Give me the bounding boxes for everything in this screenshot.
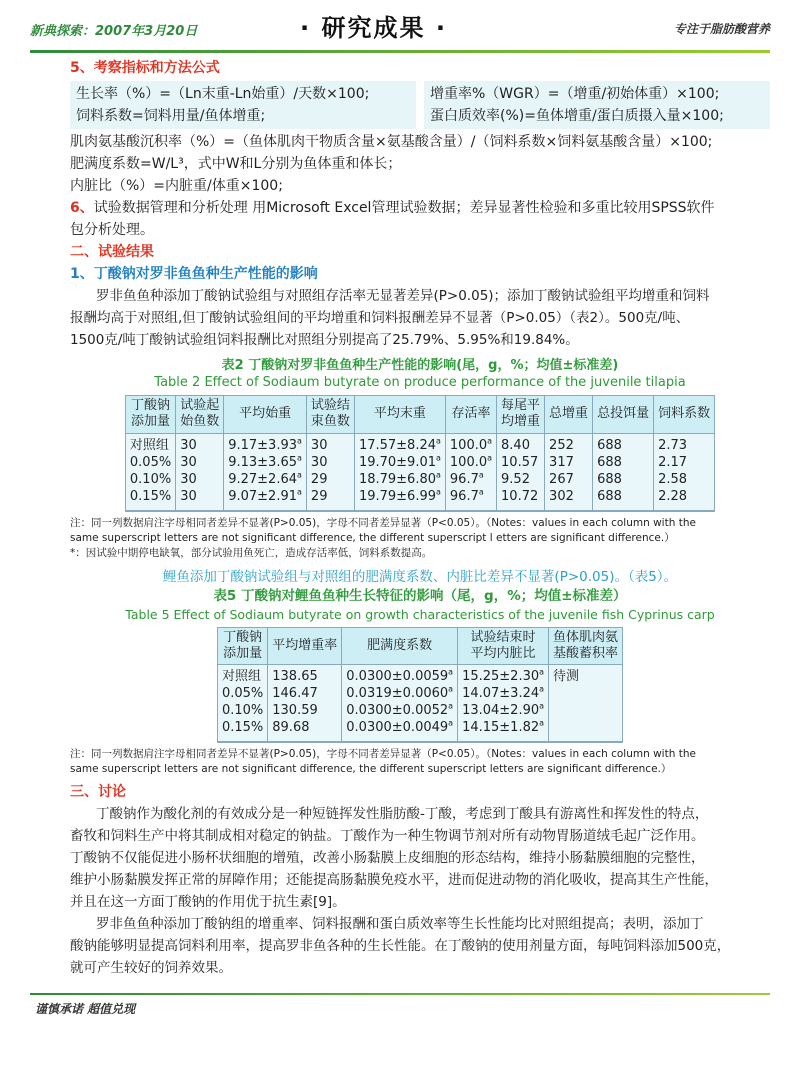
formula-feed-coefficient: 饲料系数=饲料用量/鱼体增重; — [76, 108, 266, 124]
table2-cell: 10.72 — [501, 488, 539, 504]
table2-cell: 317 — [549, 454, 574, 470]
table2-cell: 9.13±3.65$^a$ — [228, 453, 302, 470]
footer-slogan: 谨慎承诺 超值兑现 — [35, 1002, 136, 1016]
table5-column-cells — [342, 665, 458, 743]
table2-header: 平均始重 — [224, 396, 307, 434]
table2-column-cells — [445, 433, 496, 511]
table2-cell: 18.79±6.80$^a$ — [358, 470, 441, 487]
discussion-line: 丁酸钠作为酸化剂的有效成分是一种短链挥发性脂肪酸-丁酸，考虑到丁酸具有游离性和挥发性的特点， — [96, 806, 709, 822]
table2-cell: 0.15% — [129, 488, 172, 504]
results-heading: 二、试验结果 — [70, 244, 154, 260]
table2-header: 平均末重 — [354, 396, 445, 434]
table2-cell: 688 — [597, 454, 622, 470]
table5-header: 丁酸钠 添加量 — [217, 627, 267, 665]
table5-column-cells — [268, 665, 342, 743]
discussion-line: 酸钠能够明显提高饲料利用率，提高罗非鱼各种的生长性能。在丁酸钠的使用剂量方面，每吨饲料添加500克， — [70, 938, 731, 954]
table2-column-cells — [354, 433, 445, 511]
table2-cell: 2.17 — [658, 454, 688, 470]
table2-cell: 对照组 — [129, 437, 169, 453]
table2-note: same superscript letters are not significant difference, the different superscript l etters are significant difference.） — [70, 531, 675, 544]
table2-cell: 17.57±8.24$^a$ — [358, 436, 441, 453]
discussion-heading: 三、讨论 — [70, 784, 126, 800]
table2-column-cells — [224, 433, 307, 511]
header-slogan: 专注于脂肪酸营养 — [673, 22, 770, 36]
table5-cell — [553, 720, 618, 737]
table2-header: 丁酸钠 添加量 — [125, 396, 175, 434]
table5-cell: 130.59 — [272, 703, 318, 718]
table5-cell: 138.65 — [272, 669, 318, 684]
table2 — [125, 395, 715, 512]
section6-line — [70, 197, 770, 219]
table2-cell: 96.7$^a$ — [449, 470, 484, 487]
formula-protein-efficiency: 蛋白质效率(%)=鱼体增重/蛋白质摄入量×100; — [430, 108, 724, 124]
formula-boxes — [70, 81, 770, 129]
table2-header: 试验起 始鱼数 — [176, 396, 224, 434]
header-issue-date: 新典探索：2007年3月20日 — [30, 24, 198, 39]
table2-header: 饲料系数 — [654, 396, 715, 434]
table2-cell: 2.58 — [658, 471, 688, 487]
table2-cell: 30 — [180, 437, 197, 453]
table2-cell: 2.73 — [658, 437, 688, 453]
section6-number: 6、 — [70, 200, 94, 216]
table5-cell: 14.07±3.24$^a$ — [462, 684, 545, 701]
table2-cell: 688 — [597, 471, 622, 487]
table2-cell: 688 — [597, 488, 622, 504]
results-subheading: 1、丁酸钠对罗非鱼鱼种生产性能的影响 — [70, 266, 318, 282]
table5-note: same superscript letters are not significant difference, the different superscript letters are significant difference.） — [70, 763, 672, 775]
formula-growth-rate: 生长率（%）=（Ln末重-Ln始重）/天数×100; — [76, 86, 370, 102]
table2-cell: 30 — [310, 437, 328, 453]
table2-cell: 96.7$^a$ — [449, 487, 484, 504]
formula-wgr: 增重率%（WGR）=（增重/初始体重）×100; — [430, 86, 720, 102]
page-title: · 研究成果 · — [300, 14, 447, 42]
table2-cell: 9.17±3.93$^a$ — [228, 436, 302, 453]
table5-cell: 0.0319±0.0060$^a$ — [346, 684, 454, 701]
discussion-line: 就可产生较好的饲养效果。 — [70, 960, 232, 976]
page-header — [30, 0, 770, 50]
table2-cell: 30 — [180, 471, 197, 487]
table2-cell: 30 — [310, 454, 328, 470]
table5-cell: 对照组 — [221, 669, 261, 684]
results-paragraph-line: 罗非鱼鱼种添加丁酸钠试验组与对照组存活率无显著差异(P>0.05)；添加丁酸钠试验组平均增重和饲料 — [96, 288, 710, 304]
table2-cell: 8.40 — [501, 437, 530, 453]
table5-cell: 0.0300±0.0059$^a$ — [346, 667, 454, 684]
carp-summary: 鲤鱼添加丁酸钠试验组与对照组的肥满度系数、内脏比差异不显著(P>0.05)。（表5）。 — [162, 568, 678, 585]
table2-cell: 19.79±6.99$^a$ — [358, 487, 441, 504]
discussion-line: 畜牧和饲料生产中将其制成相对稳定的钠盐。丁酸作为一种生物调节剂对所有动物胃肠道绒毛起广泛作用。 — [70, 828, 705, 844]
table5-cell: 13.04±2.90$^a$ — [462, 701, 545, 718]
table2-title-en: Table 2 Effect of Sodiaum butyrate on produce performance of the juvenile tilapia — [154, 375, 686, 390]
table5-cell: 14.15±1.82$^a$ — [462, 718, 545, 735]
discussion-body — [70, 803, 770, 979]
table5-note: 注：同一列数据肩注字母相同者差异不显著(P>0.05)，字母不同者差异显著（P<0.05）。（Notes：values in each column with the — [70, 748, 696, 760]
table5-cell: 0.0300±0.0049$^a$ — [346, 718, 454, 735]
table2-cell: 19.70±9.01$^a$ — [358, 453, 441, 470]
results-paragraph-line: 1500克/吨丁酸钠试验组饲料报酬比对照组分别提高了25.79%、5.95%和19.84%。 — [70, 332, 579, 348]
table2-cell: 9.27±2.64$^a$ — [228, 470, 302, 487]
table2-header: 每尾平 均增重 — [497, 396, 545, 434]
table2-cell: 302 — [549, 488, 574, 504]
table2-cell: 9.07±2.91$^a$ — [228, 487, 302, 504]
table5-header: 平均增重率 — [268, 627, 342, 665]
table2-cell: 9.52 — [501, 471, 530, 487]
formula-box-left — [70, 81, 416, 129]
table2-column-cells — [176, 433, 224, 511]
table5-column-cells — [549, 665, 623, 743]
table2-cell: 29 — [310, 471, 328, 487]
table2-cell: 0.05% — [129, 454, 172, 470]
formula-box-right — [424, 81, 770, 129]
table2-cell: 29 — [310, 488, 328, 504]
footer-divider — [30, 993, 770, 995]
table2-cell: 100.0$^a$ — [449, 453, 493, 470]
table5-cell: 0.0300±0.0052$^a$ — [346, 701, 454, 718]
discussion-line: 罗非鱼鱼种添加丁酸钠组的增重率、饲料报酬和蛋白质效率等生长性能均比对照组提高；表明，添加丁 — [96, 916, 704, 932]
table5-cell: 15.25±2.30$^a$ — [462, 667, 545, 684]
table2-footnote: *：因试验中期停电缺氧，部分试验用鱼死亡，造成存活率低，饲料系数提高。 — [70, 546, 433, 559]
table2-column-cells — [497, 433, 545, 511]
section6-text: 试验数据管理和分析处理 用Microsoft Excel管理试验数据；差异显著性检验和多重比较用SPSS软件 — [93, 200, 715, 216]
table2-cell: 30 — [180, 454, 197, 470]
table5-cell — [553, 686, 618, 703]
discussion-line: 维护小肠黏膜发挥正常的屏障作用；还能提高肠黏膜免疫水平，进而促进动物的消化吸收，提高其生产性能， — [70, 872, 718, 888]
table5-title-cn: 表5 丁酸钠对鲤鱼鱼种生长特征的影响（尾，g，%；均值±标准差） — [213, 587, 627, 604]
table2-cell: 30 — [180, 488, 197, 504]
table2-header: 试验结 束鱼数 — [306, 396, 354, 434]
table2-column-cells — [306, 433, 354, 511]
table5-cell: 0.15% — [221, 720, 264, 735]
table5-cell: 0.05% — [221, 686, 264, 701]
table5-header: 鱼体肌肉氨 基酸蓄积率 — [549, 627, 623, 665]
section6-text-cont: 包分析处理。 — [70, 222, 154, 238]
table5-cell — [553, 703, 618, 720]
table5-column-cells — [458, 665, 549, 743]
article-body — [0, 53, 800, 979]
table2-title-cn: 表2 丁酸钠对罗非鱼鱼种生产性能的影响(尾，g，%；均值±标准差) — [221, 358, 619, 373]
table2-note: 注：同一列数据肩注字母相同者差异不显著(P>0.05)，字母不同者差异显著（P<0.05）。（Notes：values in each column with the — [70, 516, 696, 529]
section5-heading: 5、考察指标和方法公式 — [70, 60, 220, 76]
formula-amino-acid: 肌肉氨基酸沉积率（%）=（鱼体肌肉干物质含量×氨基酸含量）/（饲料系数×饲料氨基酸含量）×100; — [70, 134, 713, 150]
table2-column-cells — [593, 433, 654, 511]
table5-cell: 待测 — [553, 669, 580, 684]
table5-cell: 89.68 — [272, 720, 310, 735]
formula-viscera-ratio: 内脏比（%）=内脏重/体重×100; — [70, 178, 283, 194]
table2-cell: 100.0$^a$ — [449, 436, 493, 453]
table2-column-cells — [545, 433, 593, 511]
table2-header: 总投饵量 — [593, 396, 654, 434]
table5 — [217, 627, 623, 744]
table2-cell: 10.57 — [501, 454, 539, 470]
table5-cell: 0.10% — [221, 703, 264, 718]
table2-header: 总增重 — [545, 396, 593, 434]
table2-cell: 2.28 — [658, 488, 688, 504]
table2-column-cells — [125, 433, 175, 511]
formula-condition-factor: 肥满度系数=W/L³，式中W和L分别为鱼体重和体长； — [70, 156, 402, 172]
discussion-line: 并且在这一方面丁酸钠的作用优于抗生素[9]。 — [70, 894, 346, 910]
table5-column-cells — [217, 665, 267, 743]
results-paragraph-line: 报酬均高于对照组,但丁酸钠试验组间的平均增重和饲料报酬差异不显著（P>0.05）（表2）。500克/吨、 — [70, 310, 690, 326]
table5-title-en: Table 5 Effect of Sodiaum butyrate on growth characteristics of the juvenile fish Cyprinus carp — [125, 606, 715, 622]
table2-cell: 267 — [549, 471, 574, 487]
table2-cell: 688 — [597, 437, 622, 453]
discussion-line: 丁酸钠不仅能促进小肠杯状细胞的增殖，改善小肠黏膜上皮细胞的形态结构，维持小肠黏膜细胞的完整性， — [70, 850, 705, 866]
table5-header: 肥满度系数 — [342, 627, 458, 665]
table2-cell: 0.10% — [129, 471, 172, 487]
table5-cell: 146.47 — [272, 686, 318, 701]
table2-column-cells — [654, 433, 715, 511]
table5-header: 试验结束时 平均内脏比 — [458, 627, 549, 665]
table2-cell: 252 — [549, 437, 574, 453]
table2-header: 存活率 — [445, 396, 496, 434]
